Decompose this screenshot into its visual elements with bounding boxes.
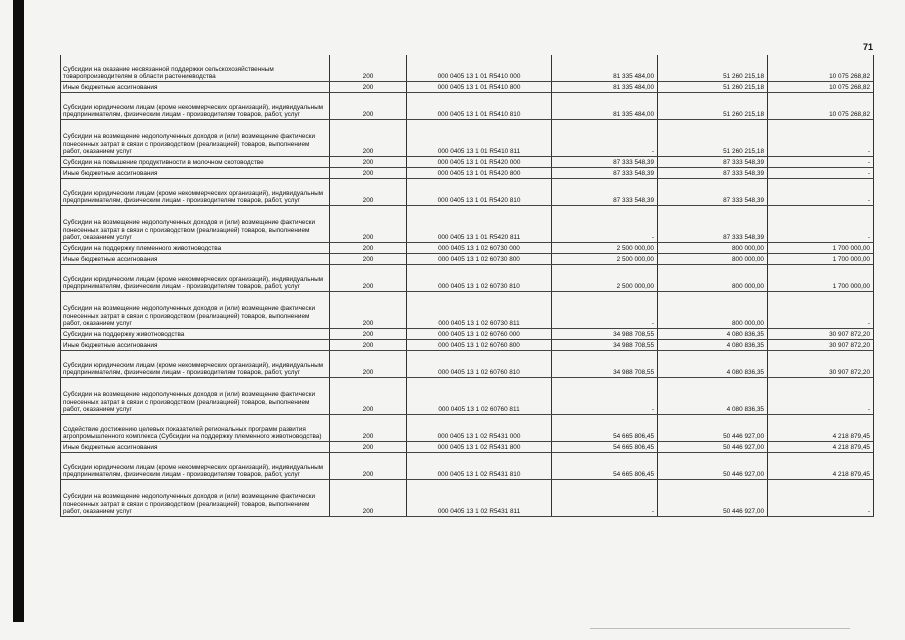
cell-approved: - — [552, 292, 658, 329]
cell-executed: 800 000,00 — [658, 243, 768, 254]
cell-budget-code: 000 0405 13 1 01 R5420 811 — [407, 206, 552, 243]
table-row — [61, 157, 874, 168]
cell-budget-code: 000 0405 13 1 02 R5431 811 — [407, 480, 552, 517]
cell-description: Субсидии на возмещение недополученных доходов и (или) возмещение фактически понесенных затрат в связи с производством (реализацией) товаров, выполнением работ, оказанием услуг — [61, 292, 330, 329]
cell-executed: 50 446 927,00 — [658, 415, 768, 442]
cell-budget-code: 000 0405 13 1 02 60760 811 — [407, 378, 552, 415]
cell-line-code: 200 — [330, 292, 407, 329]
table-row — [61, 415, 874, 442]
cell-executed: 4 080 836,35 — [658, 351, 768, 378]
cell-unexecuted: 10 075 268,82 — [768, 93, 874, 120]
cell-unexecuted: - — [768, 179, 874, 206]
cell-approved: - — [552, 480, 658, 517]
cell-line-code: 200 — [330, 254, 407, 265]
cell-executed: 50 446 927,00 — [658, 442, 768, 453]
cell-approved: - — [552, 120, 658, 157]
cell-budget-code: 000 0405 13 1 01 R5410 800 — [407, 82, 552, 93]
cell-approved: 81 335 484,00 — [552, 55, 658, 82]
cell-unexecuted: 4 218 879,45 — [768, 442, 874, 453]
cell-approved: 54 665 806,45 — [552, 415, 658, 442]
table-row — [61, 329, 874, 340]
cell-line-code: 200 — [330, 378, 407, 415]
cell-budget-code: 000 0405 13 1 01 R5410 810 — [407, 93, 552, 120]
cell-line-code: 200 — [330, 179, 407, 206]
cell-description: Субсидии юридическим лицам (кроме некоммерческих организаций), индивидуальным предпринимателям, физическим лицам - производителям товаров, работ, услуг — [61, 265, 330, 292]
cell-unexecuted: 30 907 872,20 — [768, 329, 874, 340]
cell-budget-code: 000 0405 13 1 02 60730 811 — [407, 292, 552, 329]
cell-description: Субсидии на поддержку животноводства — [61, 329, 330, 340]
cell-line-code: 200 — [330, 453, 407, 480]
table-row — [61, 55, 874, 82]
cell-approved: 34 988 708,55 — [552, 351, 658, 378]
table-row — [61, 265, 874, 292]
cell-budget-code: 000 0405 13 1 01 R5420 810 — [407, 179, 552, 206]
budget-execution-table — [60, 55, 874, 517]
table-row — [61, 206, 874, 243]
cell-description: Субсидии юридическим лицам (кроме некоммерческих организаций), индивидуальным предпринимателям, физическим лицам - производителям товаров, работ, услуг — [61, 179, 330, 206]
table-row — [61, 442, 874, 453]
cell-unexecuted: - — [768, 120, 874, 157]
cell-description: Субсидии юридическим лицам (кроме некоммерческих организаций), индивидуальным предпринимателям, физическим лицам - производителям товаров, работ, услуг — [61, 351, 330, 378]
cell-description: Иные бюджетные ассигнования — [61, 254, 330, 265]
cell-executed: 800 000,00 — [658, 292, 768, 329]
cell-executed: 87 333 548,39 — [658, 168, 768, 179]
cell-budget-code: 000 0405 13 1 01 R5410 811 — [407, 120, 552, 157]
cell-approved: 81 335 484,00 — [552, 93, 658, 120]
cell-unexecuted: - — [768, 480, 874, 517]
cell-executed: 4 080 836,35 — [658, 340, 768, 351]
cell-description: Субсидии на возмещение недополученных доходов и (или) возмещение фактически понесенных затрат в связи с производством (реализацией) товаров, выполнением работ, оказанием услуг — [61, 206, 330, 243]
table-row — [61, 120, 874, 157]
table-row — [61, 351, 874, 378]
cell-description: Субсидии на возмещение недополученных доходов и (или) возмещение фактически понесенных затрат в связи с производством (реализацией) товаров, выполнением работ, оказанием услуг — [61, 120, 330, 157]
cell-line-code: 200 — [330, 206, 407, 243]
cell-unexecuted: - — [768, 378, 874, 415]
table-row — [61, 93, 874, 120]
table-row — [61, 254, 874, 265]
cell-line-code: 200 — [330, 168, 407, 179]
cell-unexecuted: 30 907 872,20 — [768, 340, 874, 351]
cell-unexecuted: 1 700 000,00 — [768, 265, 874, 292]
cell-description: Иные бюджетные ассигнования — [61, 82, 330, 93]
cell-budget-code: 000 0405 13 1 01 R5420 800 — [407, 168, 552, 179]
cell-executed: 800 000,00 — [658, 254, 768, 265]
table-row — [61, 292, 874, 329]
cell-approved: 87 333 548,39 — [552, 157, 658, 168]
cell-executed: 4 080 836,35 — [658, 329, 768, 340]
cell-approved: 2 500 000,00 — [552, 254, 658, 265]
table-row — [61, 378, 874, 415]
cell-description: Субсидии юридическим лицам (кроме некоммерческих организаций), индивидуальным предпринимателям, физическим лицам - производителям товаров, работ, услуг — [61, 453, 330, 480]
cell-description: Иные бюджетные ассигнования — [61, 168, 330, 179]
cell-executed: 51 260 215,18 — [658, 120, 768, 157]
cell-approved: 87 333 548,39 — [552, 179, 658, 206]
cell-executed: 87 333 548,39 — [658, 157, 768, 168]
cell-line-code: 200 — [330, 55, 407, 82]
cell-unexecuted: 10 075 268,82 — [768, 82, 874, 93]
cell-executed: 51 260 215,18 — [658, 82, 768, 93]
cell-description: Иные бюджетные ассигнования — [61, 442, 330, 453]
cell-approved: 34 988 708,55 — [552, 329, 658, 340]
cell-budget-code: 000 0405 13 1 01 R5420 000 — [407, 157, 552, 168]
cell-description: Субсидии на возмещение недополученных доходов и (или) возмещение фактически понесенных затрат в связи с производством (реализацией) товаров, выполнением работ, оказанием услуг — [61, 378, 330, 415]
cell-executed: 51 260 215,18 — [658, 55, 768, 82]
cell-budget-code: 000 0405 13 1 01 R5410 000 — [407, 55, 552, 82]
cell-unexecuted: 1 700 000,00 — [768, 243, 874, 254]
cell-line-code: 200 — [330, 265, 407, 292]
cell-unexecuted: - — [768, 157, 874, 168]
cell-description: Субсидии на повышение продуктивности в молочном скотоводстве — [61, 157, 330, 168]
cell-budget-code: 000 0405 13 1 02 R5431 800 — [407, 442, 552, 453]
cell-unexecuted: 1 700 000,00 — [768, 254, 874, 265]
cell-budget-code: 000 0405 13 1 02 60760 810 — [407, 351, 552, 378]
cell-budget-code: 000 0405 13 1 02 60730 000 — [407, 243, 552, 254]
cell-executed: 50 446 927,00 — [658, 453, 768, 480]
cell-line-code: 200 — [330, 442, 407, 453]
cell-executed: 87 333 548,39 — [658, 179, 768, 206]
cell-description: Субсидии на возмещение недополученных доходов и (или) возмещение фактически понесенных затрат в связи с производством (реализацией) товаров, выполнением работ, оказанием услуг — [61, 480, 330, 517]
cell-approved: - — [552, 378, 658, 415]
cell-budget-code: 000 0405 13 1 02 60760 800 — [407, 340, 552, 351]
cell-executed: 50 446 927,00 — [658, 480, 768, 517]
cell-executed: 800 000,00 — [658, 265, 768, 292]
cell-line-code: 200 — [330, 157, 407, 168]
cell-executed: 87 333 548,39 — [658, 206, 768, 243]
table-row — [61, 168, 874, 179]
cell-line-code: 200 — [330, 351, 407, 378]
table-row — [61, 340, 874, 351]
cell-budget-code: 000 0405 13 1 02 R5431 810 — [407, 453, 552, 480]
cell-line-code: 200 — [330, 82, 407, 93]
cell-approved: 54 665 806,45 — [552, 453, 658, 480]
cell-unexecuted: 30 907 872,20 — [768, 351, 874, 378]
cell-budget-code: 000 0405 13 1 02 60760 000 — [407, 329, 552, 340]
cell-description: Иные бюджетные ассигнования — [61, 340, 330, 351]
cell-approved: 34 988 708,55 — [552, 340, 658, 351]
table-row — [61, 480, 874, 517]
cell-approved: 2 500 000,00 — [552, 265, 658, 292]
cell-description: Субсидии на оказание несвязанной поддержки сельскохозяйственным товаропроизводителям в области растениеводства — [61, 55, 330, 82]
cell-budget-code: 000 0405 13 1 02 R5431 000 — [407, 415, 552, 442]
cell-approved: 81 335 484,00 — [552, 82, 658, 93]
cell-line-code: 200 — [330, 93, 407, 120]
cell-approved: 87 333 548,39 — [552, 168, 658, 179]
scan-edge-bar — [13, 0, 24, 622]
budget-table-container — [60, 55, 873, 517]
cell-budget-code: 000 0405 13 1 02 60730 810 — [407, 265, 552, 292]
cell-budget-code: 000 0405 13 1 02 60730 800 — [407, 254, 552, 265]
cell-line-code: 200 — [330, 480, 407, 517]
cell-approved: - — [552, 206, 658, 243]
cell-executed: 4 080 836,35 — [658, 378, 768, 415]
cell-line-code: 200 — [330, 120, 407, 157]
footer-rule — [590, 628, 850, 629]
cell-line-code: 200 — [330, 340, 407, 351]
cell-unexecuted: 4 218 879,45 — [768, 415, 874, 442]
cell-line-code: 200 — [330, 415, 407, 442]
table-row — [61, 243, 874, 254]
cell-unexecuted: - — [768, 292, 874, 329]
cell-unexecuted: - — [768, 206, 874, 243]
cell-line-code: 200 — [330, 243, 407, 254]
cell-description: Содействие достижению целевых показателей региональных программ развития агропромышленного комплекса (Субсидии на поддержку племенного животноводства) — [61, 415, 330, 442]
table-row — [61, 179, 874, 206]
page-number: 71 — [862, 42, 873, 52]
cell-executed: 51 260 215,18 — [658, 93, 768, 120]
table-row — [61, 453, 874, 480]
cell-unexecuted: 4 218 879,45 — [768, 453, 874, 480]
cell-unexecuted: - — [768, 168, 874, 179]
cell-description: Субсидии юридическим лицам (кроме некоммерческих организаций), индивидуальным предпринимателям, физическим лицам - производителям товаров, работ, услуг — [61, 93, 330, 120]
cell-line-code: 200 — [330, 329, 407, 340]
table-row — [61, 82, 874, 93]
cell-approved: 2 500 000,00 — [552, 243, 658, 254]
cell-description: Субсидии на поддержку племенного животноводства — [61, 243, 330, 254]
cell-approved: 54 665 806,45 — [552, 442, 658, 453]
cell-unexecuted: 10 075 268,82 — [768, 55, 874, 82]
